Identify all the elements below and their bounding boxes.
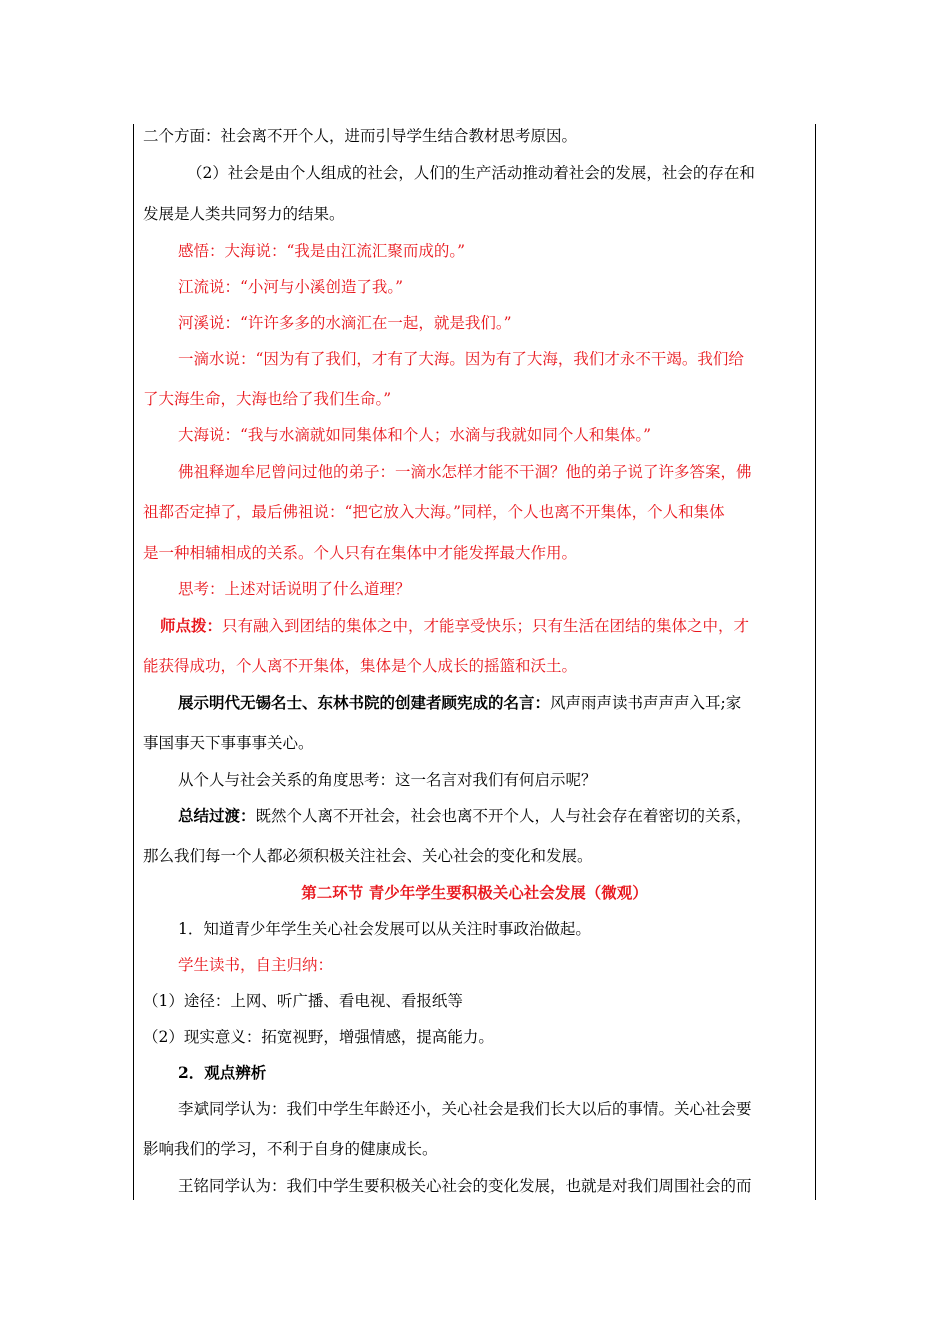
text-line: 1．知道青少年学生关心社会发展可以从关注时事政治做起。	[178, 920, 591, 938]
text-line-red: 是一种相辅相成的关系。个人只有在集体中才能发挥最大作用。	[143, 544, 578, 562]
text-line-red: 一滴水说：“因为有了我们，才有了大海。因为有了大海，我们才永不干竭。我们给	[178, 350, 744, 368]
text-line: 从个人与社会关系的角度思考：这一名言对我们有何启示呢？	[178, 771, 597, 789]
text-line: 二个方面：社会离不开个人，进而引导学生结合教材思考原因。	[143, 127, 578, 145]
text-line-red: 了大海生命，大海也给了我们生命。”	[143, 390, 392, 408]
text-line-red: 感悟：大海说：“我是由江流汇聚而成的。”	[178, 242, 466, 260]
text-line: （2）社会是由个人组成的社会，人们的生产活动推动着社会的发展，社会的存在和	[187, 164, 755, 182]
text-line: 王铭同学认为：我们中学生要积极关心社会的变化发展，也就是对我们周围社会的而	[178, 1177, 752, 1195]
text-line-red: 祖都否定掉了，最后佛祖说：“把它放入大海。”同样，个人也离不开集体，个人和集体	[143, 503, 725, 521]
list-item: （2）现实意义：拓宽视野，增强情感，提高能力。	[143, 1028, 494, 1046]
text-line-red: 能获得成功，个人离不开集体，集体是个人成长的摇篮和沃土。	[143, 657, 578, 675]
text-line: 那么我们每一个人都必须积极关注社会、关心社会的变化和发展。	[143, 847, 593, 865]
quote-intro-label: 展示明代无锡名士、东林书院的创建者顾宪成的名言：	[178, 693, 551, 712]
text-line-red: 学生读书，自主归纳：	[178, 956, 334, 974]
text-line: 发展是人类共同努力的结果。	[143, 205, 345, 223]
text-line: 事国事天下事事事关心。	[143, 734, 314, 752]
text-line-red: 河溪说：“许许多多的水滴汇在一起，就是我们。”	[178, 314, 512, 332]
section-heading: 第二环节 青少年学生要积极关心社会发展（微观）	[301, 883, 648, 902]
text-line-red: 江流说：“小河与小溪创造了我。”	[178, 278, 404, 296]
teacher-tip-text: 只有融入到团结的集体之中，才能享受快乐；只有生活在团结的集体之中，才	[222, 617, 750, 635]
text-line-red: 思考：上述对话说明了什么道理？	[178, 580, 411, 598]
quote-text: 风声雨声读书声声声入耳;家	[550, 694, 742, 712]
text-line-red: 大海说：“我与水滴就如同集体和个人；水滴与我就如同个人和集体。”	[178, 426, 652, 444]
text-line-red: 佛祖释迦牟尼曾问过他的弟子：一滴水怎样才能不干涸？他的弟子说了许多答案，佛	[178, 463, 752, 481]
quote-intro	[178, 693, 741, 713]
text-line: 李斌同学认为：我们中学生年龄还小，关心社会是我们长大以后的事情。关心社会要	[178, 1100, 752, 1118]
summary-text: 既然个人离不开社会，社会也离不开个人，人与社会存在着密切的关系，	[255, 807, 752, 825]
summary-label: 总结过渡：	[178, 806, 256, 825]
subheading: 2．观点辨析	[178, 1063, 267, 1082]
teacher-tip-paragraph	[160, 616, 749, 636]
summary-transition	[178, 806, 752, 826]
text-line: 影响我们的学习，不利于自身的健康成长。	[143, 1140, 438, 1158]
list-item: （1）途径：上网、听广播、看电视、看报纸等	[143, 992, 463, 1010]
teacher-tip-label: 师点拨：	[160, 616, 223, 635]
